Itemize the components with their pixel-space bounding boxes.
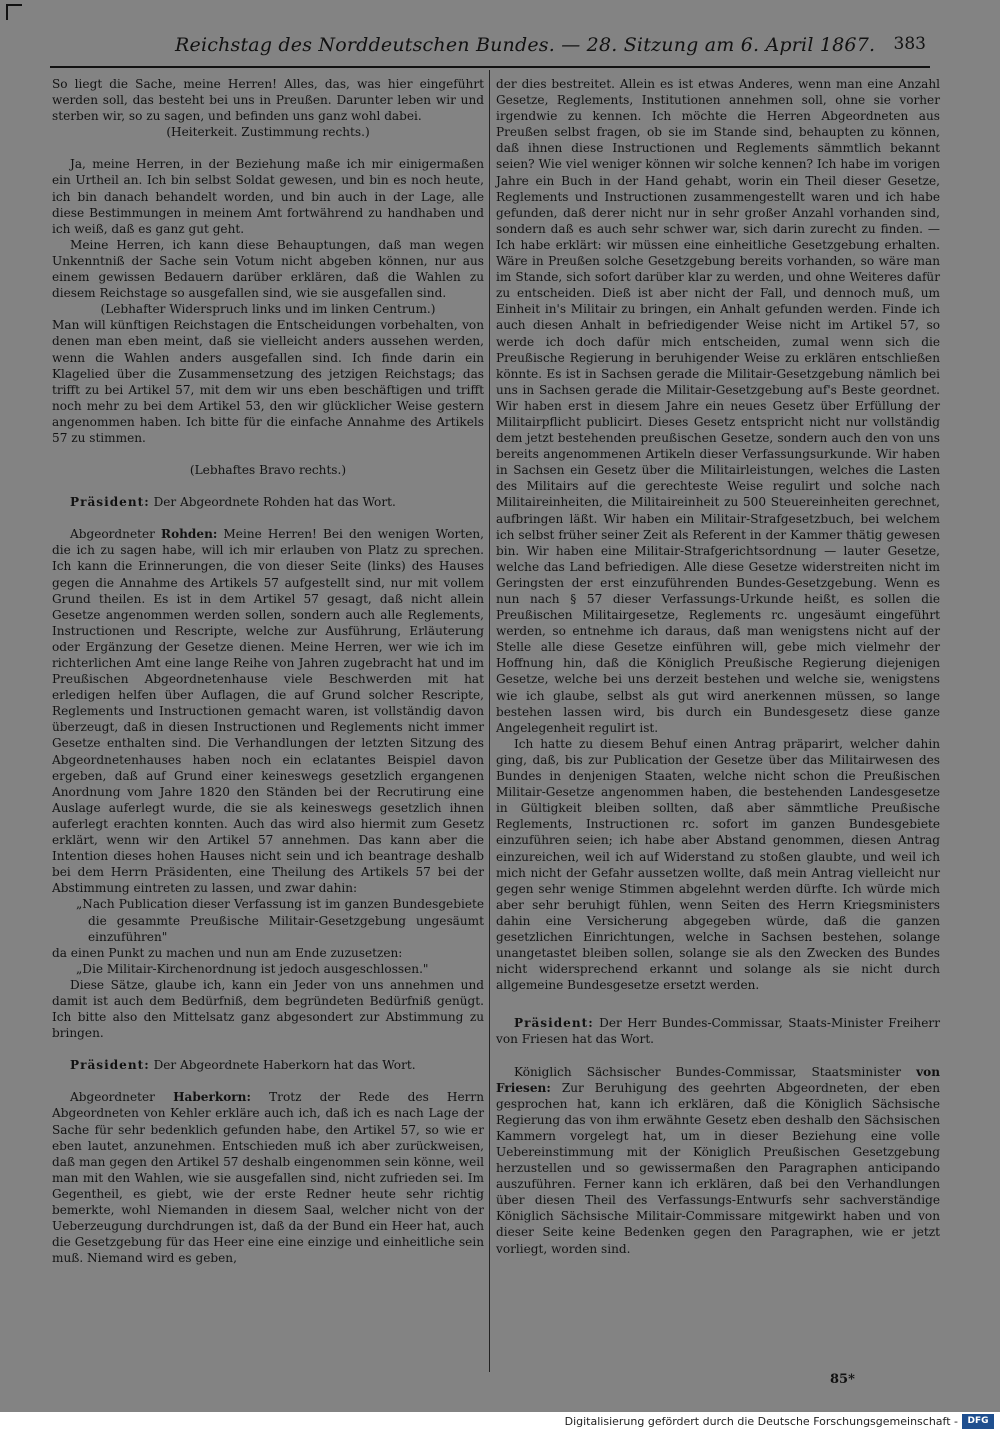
quote: „Die Militair-Kirchenordnung ist jedoch ausgeschlossen."	[76, 961, 429, 976]
quote: „Nach Publication dieser Verfassung ist im ganzen Bundesgebiete die gesammte Preußische Militair-Gesetzgebung ungesäumt einzuführen"	[76, 897, 484, 944]
speaker-label: Präsident:	[514, 1016, 594, 1031]
speech-text: Zur Beruhigung des geehrten Abgeordneten, der eben gesprochen hat, kann ich erklären, daß die Königlich Sächsische Regierung das von ihm erwähnte Gesetz eben deshalb den Sächsischen Kammern vorgelegt hat, um in dieser Beziehung eine volle Uebereinstimmung mit der Königlich Preußischen Gesetzgebung herzustellen und so gewissermaßen den Paragraphen anticipando auszuführen. Ferner kann ich erklären, daß bei den Verhandlungen über diesen Theil des Verfassungs-Entwurfs sehr sachverständige Königlich Sächsische Militair-Commissare mitgewirkt haben und von dieser Seite keine Bedenken gegen den Paragraphen, wie er jetzt vorliegt, worden sind.	[496, 1080, 940, 1256]
paragraph: da einen Punkt zu machen und nun am Ende zuzusetzen:	[52, 945, 403, 960]
sheet-signature: 85*	[830, 1372, 855, 1387]
page-number: 383	[893, 34, 926, 54]
paragraph: Ja, meine Herren, in der Beziehung maße ich mir einigermaßen ein Urtheil an. Ich bin selbst Soldat gewesen, und bin es noch heute, ich bin danach behandelt worden, und bin auch in der Lage, alle diese Bestimmungen in meinem Amt fortwährend zu handhaben und ich weiß, daß es ganz gut geht.	[52, 157, 484, 236]
page-corner-mark	[6, 4, 22, 20]
dfg-logo: DFG	[962, 1414, 994, 1429]
paragraph: Ich hatte zu diesem Behuf einen Antrag präparirt, welcher dahin ging, daß, bis zur Publication der Gesetze über das Militairwesen des Bundes in denjenigen Staaten, welche nicht schon die Preußischen Militair-Gesetze angenommen haben, die bestehenden Landesgesetze in Gültigkeit bleiben sollten, daß aber sämmtliche Preußische Reglements, Instructionen rc. sofort im ganzen Bundesgebiete einzuführen seien; ich habe aber Abstand genommen, diesen Antrag einzureichen, weil ich auf Widerstand zu stoßen glaubte, und weil ich mich nicht der Gefahr aussetzen wollte, daß mein Antrag vielleicht nur gegen sehr wenige Stimmen abgelehnt werden dürfte. Ich würde mich aber sehr beruhigt fühlen, wenn Seiten des Herrn Kriegsministers dahin eine Versicherung abgegeben würde, daß die ganzen gesetzlichen Einrichtungen, welche in Sachsen bestehen, solange unangetastet bleiben sollen, solange sie als den Zwecken des Bundes nicht widersprechend erkannt und solange als sie nicht durch allgemeine Bundesgesetze ersetzt werden.	[496, 736, 940, 993]
president-text: Der Abgeordnete Haberkorn hat das Wort.	[153, 1058, 416, 1073]
footer-credit: Digitalisierung gefördert durch die Deutsche Forschungsgemeinschaft -	[564, 1415, 958, 1428]
paragraph: der dies bestreitet. Allein es ist etwas Anderes, wenn man eine Anzahl Gesetze, Reglements, Institutionen annehmen soll, ohne sie vorher irgendwie zu kennen. Ich möchte die Herren Abgeordneten aus Preußen selbst fragen, ob sie im Stande sind, behaupten zu können, daß ihnen diese Instructionen und Reglements sämmtlich bekannt seien? Wie viel weniger können wir solche kennen? Ich habe im vorigen Jahre ein Buch in der Hand gehabt, worin ein Theil dieser Gesetze, Reglements und Instructionen zusammengestellt waren und ich habe gefunden, daß derer nicht nur in sehr großer Anzahl vorhanden sind, sondern daß es auch sehr schwer war, sich darin zurecht zu finden. — Ich habe erklärt: wir müssen eine einheitliche Gesetzgebung erhalten. Wäre in Preußen solche Gesetzgebung bereits vorhanden, so wäre man im Stande, sich sofort darüber klar zu werden, und ohne Weiteres dafür zu entscheiden. Dieß ist aber nicht der Fall, und dennoch muß, um Einheit in's Militair zu bringen, ein Anhalt gefunden werden. Finde ich auch diesen Anhalt in befriedigender Weise nicht im Artikel 57, so werde ich doch dafür mich entscheiden, zumal wenn sich die Preußische Regierung in beruhigender Weise zu erklären entschließen könnte. Es ist in Sachsen gerade die Militair-Gesetzgebung nämlich bei uns in Sachsen gerade die Militair-Gesetzgebung auf's Beste geordnet. Wir haben erst in diesem Jahre ein neues Gesetz über Erfüllung der Militairpflicht publicirt. Dieses Gesetz entspricht nicht nur vollständig dem jetzt bestehenden preußischen Gesetze, sondern auch den von uns bereits angenommenen Artikeln dieser Verfassungsurkunde. Wir haben in Sachsen ein Gesetz über die Militairleistungen, welches die Lasten des Militairs auf die gerechteste Weise regulirt und solche nach Militaireinheiten, die Militaireinheit zu 500 Steuereinheiten gerechnet, aufbringen läßt. Wir haben ein Militair-Strafgesetzbuch, bei welchem ich selbst früher seiner Zeit als Referent in der Kammer thätig gewesen bin. Wir haben eine Militair-Strafgerichtsordnung — lauter Gesetze, welche das Land befriedigen. Alle diese Gesetze widerstreiten nicht im Geringsten der erst einzuführenden Bundes-Gesetzgebung. Wenn es nun nach § 57 dieser Verfassungs-Urkunde heißt, es sollen die Preußischen Militairgesetze, Reglements rc. ungesäumt eingeführt werden, so entnehme ich daraus, daß man wenigstens nicht auf der Stelle alle diese Gesetze einführen will, gebe mich vielmehr der Hoffnung hin, daß die Königlich Preußische Regierung diejenigen Gesetze, welche bei uns derzeit bestehen und welche sie, wenigstens wie ich glaube, selbst als gut wird anerkennen müssen, so lange bestehen lassen wird, bis durch ein Bundesgesetz diese ganze Angelegenheit regulirt ist.	[496, 77, 940, 735]
paragraph: Diese Sätze, glaube ich, kann ein Jeder von uns annehmen und damit ist auch dem Bedürfniß, dem begründeten Bedürfniß genügt. Ich bitte also den Mittelsatz ganz abgesondert zur Abstimmung zu bringen.	[52, 977, 484, 1041]
stage-direction: (Lebhaftes Bravo rechts.)	[189, 463, 347, 478]
stage-direction: (Heiterkeit. Zustimmung rechts.)	[166, 125, 370, 140]
speech-text: Trotz der Rede des Herrn Abgeordneten von Kehler erkläre auch ich, daß ich es nach Lage der Sache für sehr bedenklich gefunden habe, den Artikel 57, so wie er eben lautet, anzunehmen. Entschieden muß ich aber zurückweisen, daß man gegen den Artikel 57 deshalb eingenommen sein könne, weil man mit den Wahlen, wie sie ausgefallen sind, nicht zufrieden sei. Im Gegentheil, es giebt, wie der erste Redner heute sehr richtig bemerkte, wohl Niemanden in diesem Saal, welcher nicht von der Ueberzeugung durchdrungen ist, daß da der Bund ein Heer hat, auch die Gesetzgebung für das Heer eine eine einzige und einheitliche sein muß. Niemand wird es geben,	[52, 1090, 484, 1266]
president-text: Der Abgeordnete Rohden hat das Wort.	[153, 495, 396, 510]
speaker-intro: Königlich Sächsischer Bundes-Commissar, Staatsminister	[514, 1064, 902, 1079]
speech-paragraph	[52, 1089, 484, 1266]
right-column	[496, 76, 940, 1257]
column-divider	[489, 70, 490, 1372]
left-column	[52, 76, 484, 1266]
president-line	[52, 1057, 484, 1073]
speaker-name: Haberkorn:	[173, 1090, 251, 1105]
speaker-label: Präsident:	[70, 1058, 150, 1073]
president-line	[52, 494, 484, 510]
footer	[0, 1412, 1000, 1432]
speaker-label: Präsident:	[70, 495, 150, 510]
speaker-intro: Abgeordneter	[70, 527, 155, 542]
president-text: Der Herr Bundes-Commissar, Staats-Minister Freiherr von Friesen hat das Wort.	[496, 1016, 940, 1047]
speaker-name: Rohden:	[161, 527, 218, 542]
speaker-intro: Abgeordneter	[70, 1090, 155, 1105]
stage-direction: (Lebhafter Widerspruch links und im linken Centrum.)	[100, 302, 436, 317]
paragraph: So liegt die Sache, meine Herren! Alles, das, was hier eingeführt werden soll, das besteht bei uns in Preußen. Darunter leben wir und sterben wir, so zu sagen, und befinden uns ganz wohl dabei.	[52, 77, 484, 124]
speech-paragraph	[496, 1064, 940, 1257]
speech-paragraph	[52, 526, 484, 896]
paragraph: Man will künftigen Reichstagen die Entscheidungen vorbehalten, von denen man eben meint, daß sie vielleicht anders aussehen werden, wenn die Wahlen anders ausgefallen sind. Ich finde darin ein Klagelied über die Zusammensetzung des jetzigen Reichstags; das trifft zu bei Artikel 57, mit dem wir uns eben beschäftigen und trifft noch mehr zu bei dem Artikel 53, den wir glücklicher Weise gestern angenommen haben. Ich bitte für die einfache Annahme des Artikels 57 zu stimmen.	[52, 318, 484, 445]
speech-text: Meine Herren! Bei den wenigen Worten, die ich zu sagen habe, will ich mir erlauben von Platz zu sprechen. Ich kann die Erinnerungen, die von dieser Seite (links) des Hauses gegen die Annahme des Artikels 57 aufgestellt sind, nur mit vollem Grund theilen. Es ist in dem Artikel 57 gesagt, daß nicht allein Gesetze angenommen werden sollen, sondern auch alle Reglements, Instructionen und Rescripte, welche zur Ausführung, Erläuterung oder Ergänzung der Gesetze dienen. Meine Herren, wer wie ich im richterlichen Amt eine lange Reihe von Jahren zugebracht hat und im Preußischen Abgeordnetenhause viele Beschwerden mit hat erledigen helfen über Auflagen, die auf Grund solcher Rescripte, Reglements und Instructionen gemacht waren, ist vollständig davon überzeugt, daß in diesen Instructionen und Reglements nicht immer Gesetze enthalten sind. Die Verhandlungen der letzten Sitzung des Abgeordnetenhauses haben noch ein eclatantes Beispiel davon ergeben, daß auf Grund einer keineswegs gesetzlich ergangenen Anordnung vom Jahre 1820 den Ständen bei der Recrutirung eine Auslage auferlegt wurde, die sie als keineswegs gesetzlich ihnen auferlegt erachten konnten. Auch das wird also hiermit zum Gesetz erklärt, wenn wir den Artikel 57 annehmen. Das kann aber die Intention dieses hohen Hauses nicht sein und ich beantrage deshalb bei dem Herrn Präsidenten, eine Theilung des Artikels 57 bei der Abstimmung eintreten zu lassen, und zwar dahin:	[52, 527, 484, 896]
paragraph: Meine Herren, ich kann diese Behauptungen, daß man wegen Unkenntniß der Sache sein Votum nicht abgeben können, nur aus einem gewissen Bedauern darüber erklären, daß die Wahlen zu diesem Reichstage so ausgefallen sind, wie sie ausgefallen sind.	[52, 237, 484, 301]
speaker-name: von Friesen:	[496, 1064, 940, 1095]
header-title: Reichstag des Norddeutschen Bundes. — 28. Sitzung am 6. April 1867.	[175, 34, 876, 56]
president-line	[496, 1015, 940, 1047]
page-header	[50, 34, 930, 68]
